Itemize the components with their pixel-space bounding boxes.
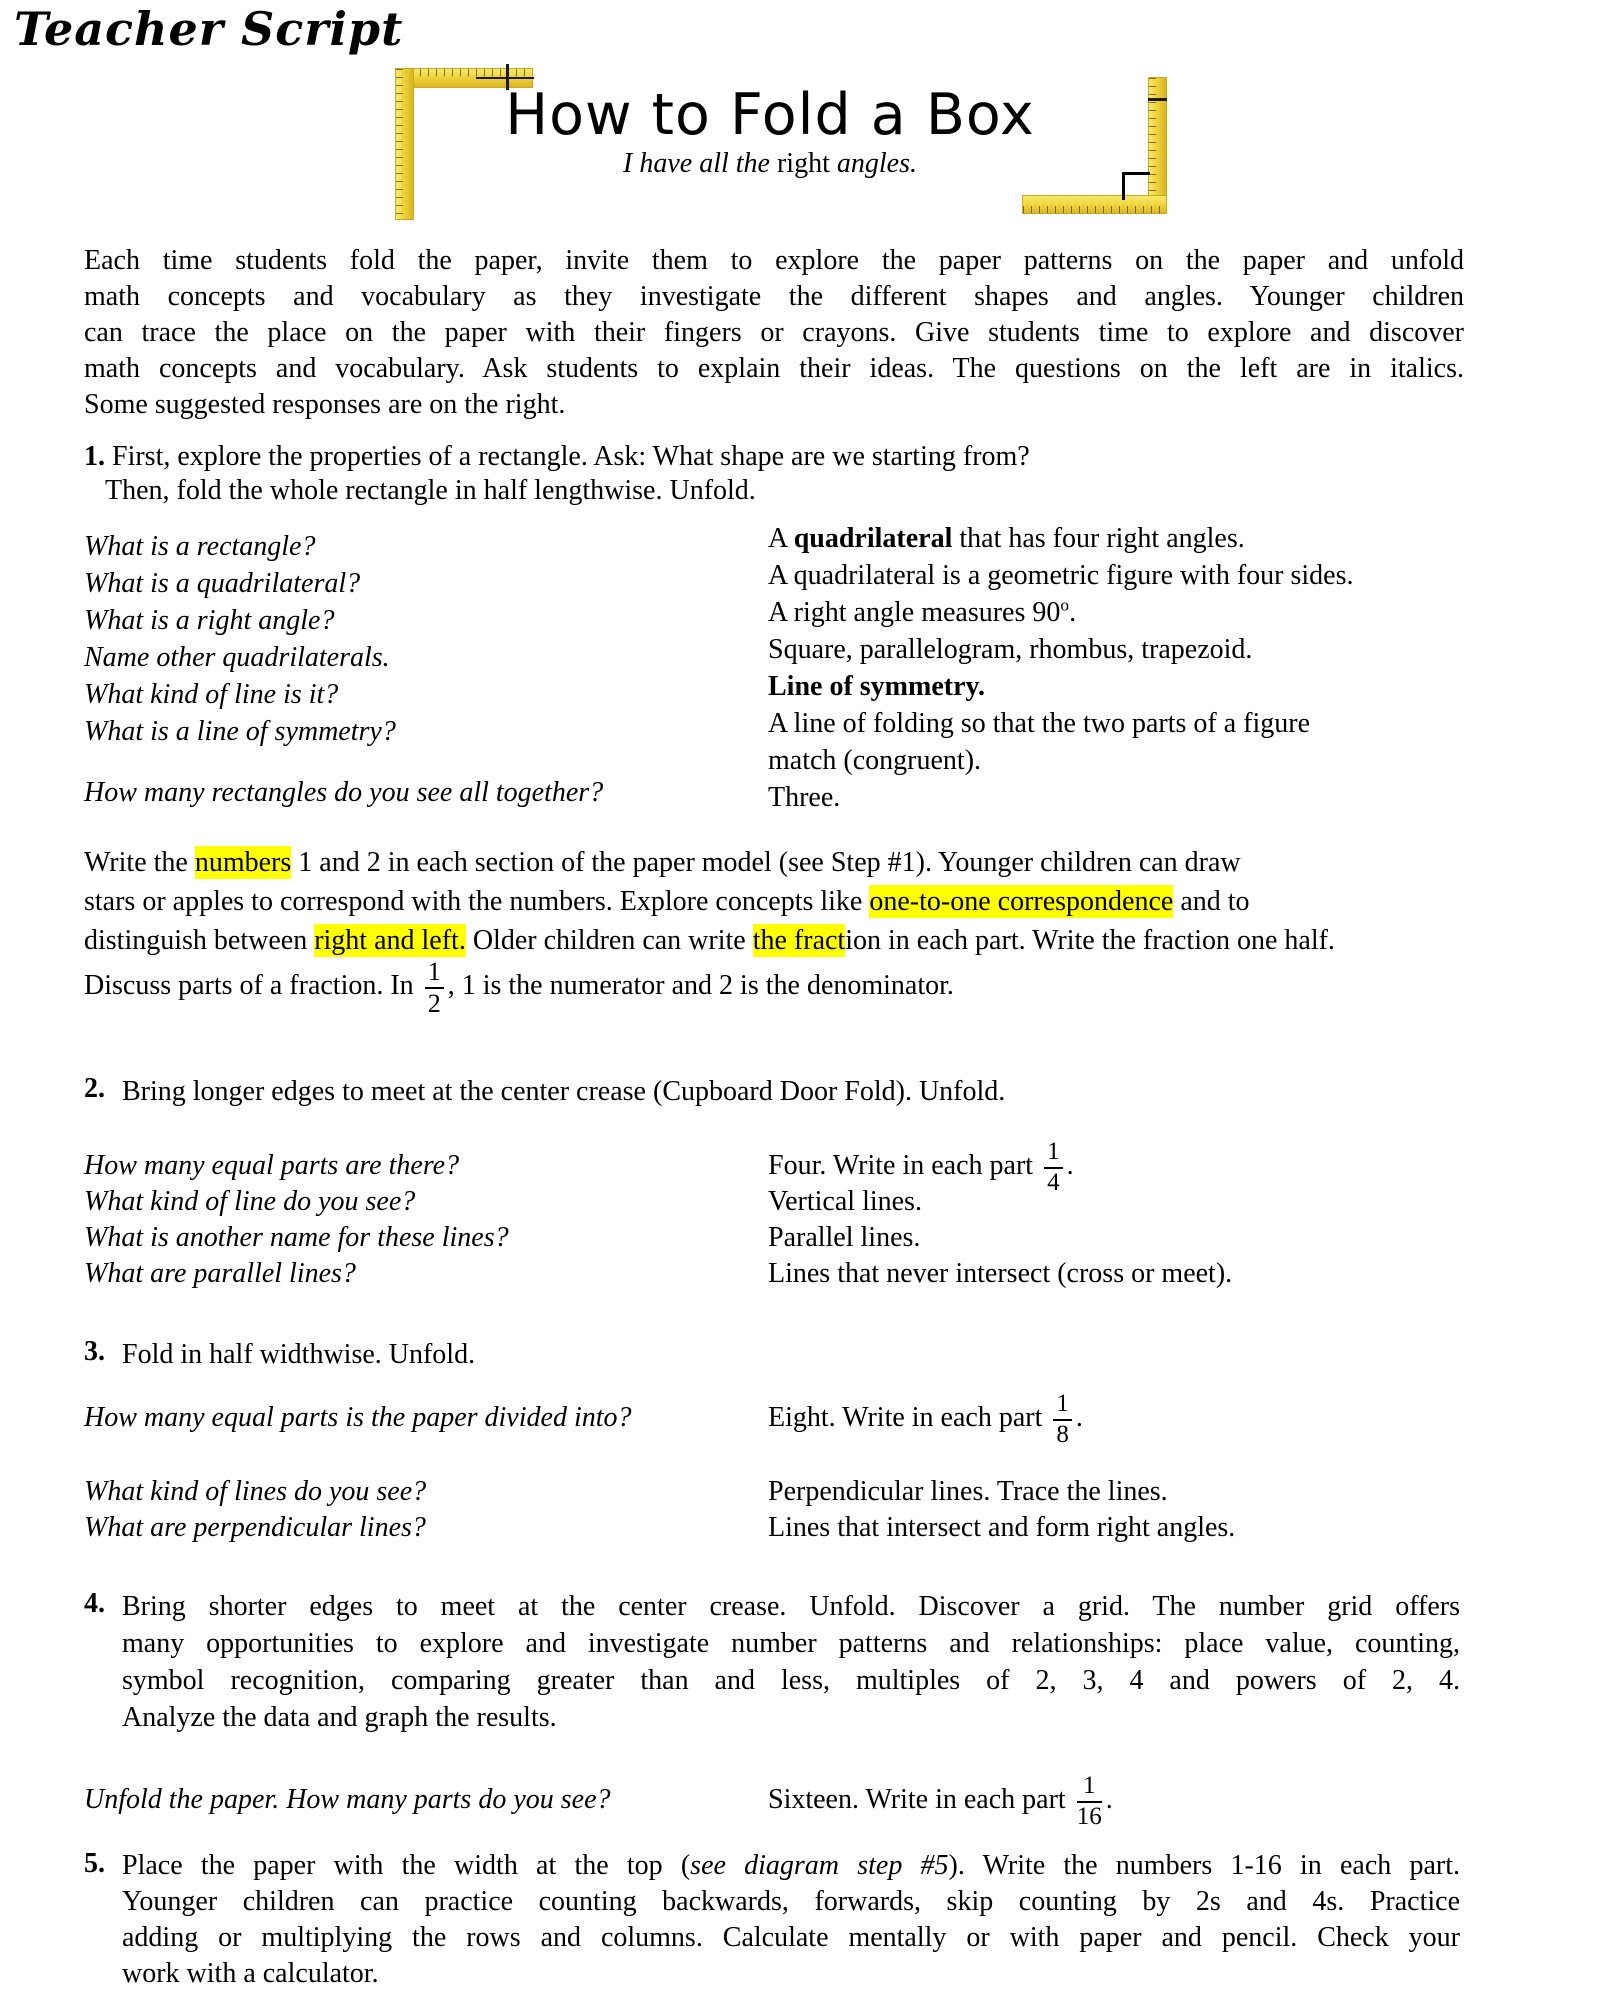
text-line: math concepts and vocabulary as they investigate the different shapes and angles. Younger children xyxy=(84,281,1464,312)
step-number: 3. xyxy=(84,1336,105,1367)
subtitle-regular: right xyxy=(776,148,837,179)
text-run: 1 and 2 in each section of the paper model (see Step #1). Younger children can draw xyxy=(291,847,1241,878)
page-title: How to Fold a Box xyxy=(505,82,1035,148)
answer xyxy=(768,1390,1544,1448)
text-line: symbol recognition, comparing greater than and less, multiples of 2, 3, 4 and powers of 2, 4. xyxy=(122,1665,1460,1696)
answer: A quadrilateral is a geometric figure with four sides. xyxy=(768,560,1354,591)
teacher-script-label: Teacher Script xyxy=(14,2,404,56)
step-1-text: First, explore the properties of a rectangle. Ask: What shape are we starting from? xyxy=(112,441,1030,472)
text-run: and to xyxy=(1173,886,1250,917)
question: What kind of line do you see? xyxy=(84,1186,416,1217)
text-run: , 1 is the numerator and 2 is the denominator. xyxy=(447,970,954,1001)
answer-text: . xyxy=(1105,1784,1113,1815)
answer: Line of symmetry. xyxy=(768,671,985,702)
step-2-text: Bring longer edges to meet at the center crease (Cupboard Door Fold). Unfold. xyxy=(122,1076,1006,1107)
text-line xyxy=(122,1848,1460,1884)
question: What kind of line is it? xyxy=(84,679,339,710)
text-run: Older children can write xyxy=(465,925,753,956)
question: What is a rectangle? xyxy=(84,531,316,562)
questions-column xyxy=(84,1148,768,1292)
questions-column xyxy=(84,1782,768,1818)
answer: Square, parallelogram, rhombus, trapezoid. xyxy=(768,634,1253,665)
question: What is a quadrilateral? xyxy=(84,568,361,599)
qa-section-4 xyxy=(84,1772,1544,1830)
highlighted-text: numbers xyxy=(194,847,292,878)
answer-text: . xyxy=(1066,1150,1074,1181)
text-line: math concepts and vocabulary. Ask students to explain their ideas. The questions on the left are in italics. xyxy=(84,353,1464,384)
text-line xyxy=(84,957,1584,1018)
answer-text: A right angle measures 90 xyxy=(768,597,1061,628)
highlighted-text: the fract xyxy=(752,925,846,956)
answer: A line of folding so that the two parts of a figure xyxy=(768,708,1310,739)
highlighted-text: right and left. xyxy=(314,925,466,956)
answer: Perpendicular lines. Trace the lines. xyxy=(768,1476,1168,1507)
text-run: distinguish between xyxy=(84,925,315,956)
question: What is a line of symmetry? xyxy=(84,716,396,747)
answer-text: A xyxy=(768,523,794,554)
intro-paragraph xyxy=(84,243,1464,423)
text-run: ion in each part. Write the fraction one half. xyxy=(845,925,1335,956)
subtitle-italic: angles. xyxy=(836,148,917,179)
denominator: 2 xyxy=(427,988,441,1018)
answer-text: Eight. Write in each part xyxy=(768,1402,1050,1433)
answer: Lines that never intersect (cross or meet). xyxy=(768,1258,1233,1289)
text-run: Place the paper with the width at the top ( xyxy=(122,1850,691,1881)
answer: Parallel lines. xyxy=(768,1222,921,1253)
step-2 xyxy=(84,1073,1460,1110)
tick-mark-icon xyxy=(1148,98,1167,101)
subtitle-italic: I have all the xyxy=(623,148,777,179)
text-run: stars or apples to correspond with the numbers. Explore concepts like xyxy=(84,886,870,917)
question: Unfold the paper. How many parts do you see? xyxy=(84,1784,611,1815)
step-1-line-1 xyxy=(84,440,1030,474)
text-line: Some suggested responses are on the right. xyxy=(84,389,566,420)
answer xyxy=(768,520,1544,557)
text-line: Younger children can practice counting backwards, forwards, skip counting by 2s and 4s. Practice xyxy=(122,1886,1460,1917)
text-run: Discuss parts of a fraction. In xyxy=(84,970,421,1001)
step-number: 5. xyxy=(84,1848,105,1879)
answer xyxy=(768,1772,1544,1830)
qa-section-1 xyxy=(84,520,1544,816)
answer-text: that has four right angles. xyxy=(952,523,1245,554)
ruler-icon xyxy=(395,68,414,220)
highlighted-text: one-to-one correspondence xyxy=(869,886,1174,917)
answer-bold-text: quadrilateral xyxy=(793,523,953,554)
step-4 xyxy=(84,1588,1460,1736)
text-line: work with a calculator. xyxy=(122,1958,379,1989)
step-number: 1. xyxy=(84,441,105,472)
questions-column xyxy=(84,1400,768,1546)
denominator: 16 xyxy=(1076,1802,1102,1830)
step-1-line-2: Then, fold the whole rectangle in half lengthwise. Unfold. xyxy=(105,475,756,506)
question: What is a right angle? xyxy=(84,605,335,636)
fraction-one-eighth xyxy=(1053,1391,1072,1448)
question: What is another name for these lines? xyxy=(84,1222,509,1253)
numerator: 1 xyxy=(1077,1773,1102,1802)
text-line: many opportunities to explore and investigate number patterns and relationships: place value, counting, xyxy=(122,1628,1460,1659)
answer-text: . xyxy=(1075,1402,1083,1433)
step-5 xyxy=(84,1848,1460,1992)
italic-text: see diagram step #5 xyxy=(690,1850,949,1881)
fraction-one-half xyxy=(425,958,444,1017)
answers-column xyxy=(768,1390,1544,1546)
answer: match (congruent). xyxy=(768,745,982,776)
answer xyxy=(768,1138,1544,1196)
answer: Three. xyxy=(768,782,841,813)
answer-text: Four. Write in each part xyxy=(768,1150,1041,1181)
answer xyxy=(768,594,1544,631)
step-number: 4. xyxy=(84,1588,105,1619)
numerator: 1 xyxy=(1053,1391,1072,1420)
fraction-one-sixteenth xyxy=(1077,1773,1102,1830)
text-line xyxy=(84,882,1584,921)
denominator: 4 xyxy=(1047,1168,1060,1196)
answer: Vertical lines. xyxy=(768,1186,922,1217)
qa-section-3 xyxy=(84,1390,1544,1546)
question: How many equal parts are there? xyxy=(84,1150,460,1181)
step-3-text: Fold in half widthwise. Unfold. xyxy=(122,1339,476,1370)
text-run: Write the xyxy=(84,847,195,878)
text-line: adding or multiplying the rows and columns. Calculate mentally or with paper and pencil. Check your xyxy=(122,1922,1460,1953)
question: What are perpendicular lines? xyxy=(84,1512,426,1543)
step-4-text xyxy=(122,1588,1460,1736)
text-line xyxy=(84,843,1584,882)
questions-column xyxy=(84,520,768,811)
text-run: ). Write the numbers 1-16 in each part. xyxy=(948,1850,1460,1881)
question: Name other quadrilaterals. xyxy=(84,642,390,673)
answer-text: Sixteen. Write in each part xyxy=(768,1784,1073,1815)
question: What kind of lines do you see? xyxy=(84,1476,427,1507)
text-line: can trace the place on the paper with their fingers or crayons. Give students time to explore and discover xyxy=(84,317,1464,348)
answers-column xyxy=(768,520,1544,816)
degree-superscript: o xyxy=(1060,595,1070,615)
answer: Lines that intersect and form right angles. xyxy=(768,1512,1236,1543)
text-line: Bring shorter edges to meet at the center crease. Unfold. Discover a grid. The number grid offers xyxy=(122,1591,1460,1622)
answer-text: . xyxy=(1069,597,1077,628)
step-3 xyxy=(84,1336,1460,1373)
answers-column xyxy=(768,1138,1544,1292)
question: How many rectangles do you see all together? xyxy=(84,777,604,808)
step-1 xyxy=(84,440,1030,508)
text-line xyxy=(84,921,1584,960)
qa-section-2 xyxy=(84,1138,1544,1292)
step-5-text xyxy=(122,1848,1460,1992)
text-line: Analyze the data and graph the results. xyxy=(122,1702,557,1733)
fraction-one-quarter xyxy=(1044,1139,1063,1196)
denominator: 8 xyxy=(1056,1420,1069,1448)
question: What are parallel lines? xyxy=(84,1258,356,1289)
numerator: 1 xyxy=(425,958,444,988)
numerator: 1 xyxy=(1044,1139,1063,1168)
page-subtitle xyxy=(420,148,1120,180)
question: How many equal parts is the paper divided into? xyxy=(84,1402,632,1433)
cross-mark-icon xyxy=(476,77,534,79)
right-angle-icon xyxy=(1122,172,1150,200)
text-line: Each time students fold the paper, invite them to explore the paper patterns on the paper and unfold xyxy=(84,245,1464,276)
answers-column xyxy=(768,1772,1544,1830)
numbers-paragraph xyxy=(84,843,1584,1018)
step-number: 2. xyxy=(84,1073,105,1104)
